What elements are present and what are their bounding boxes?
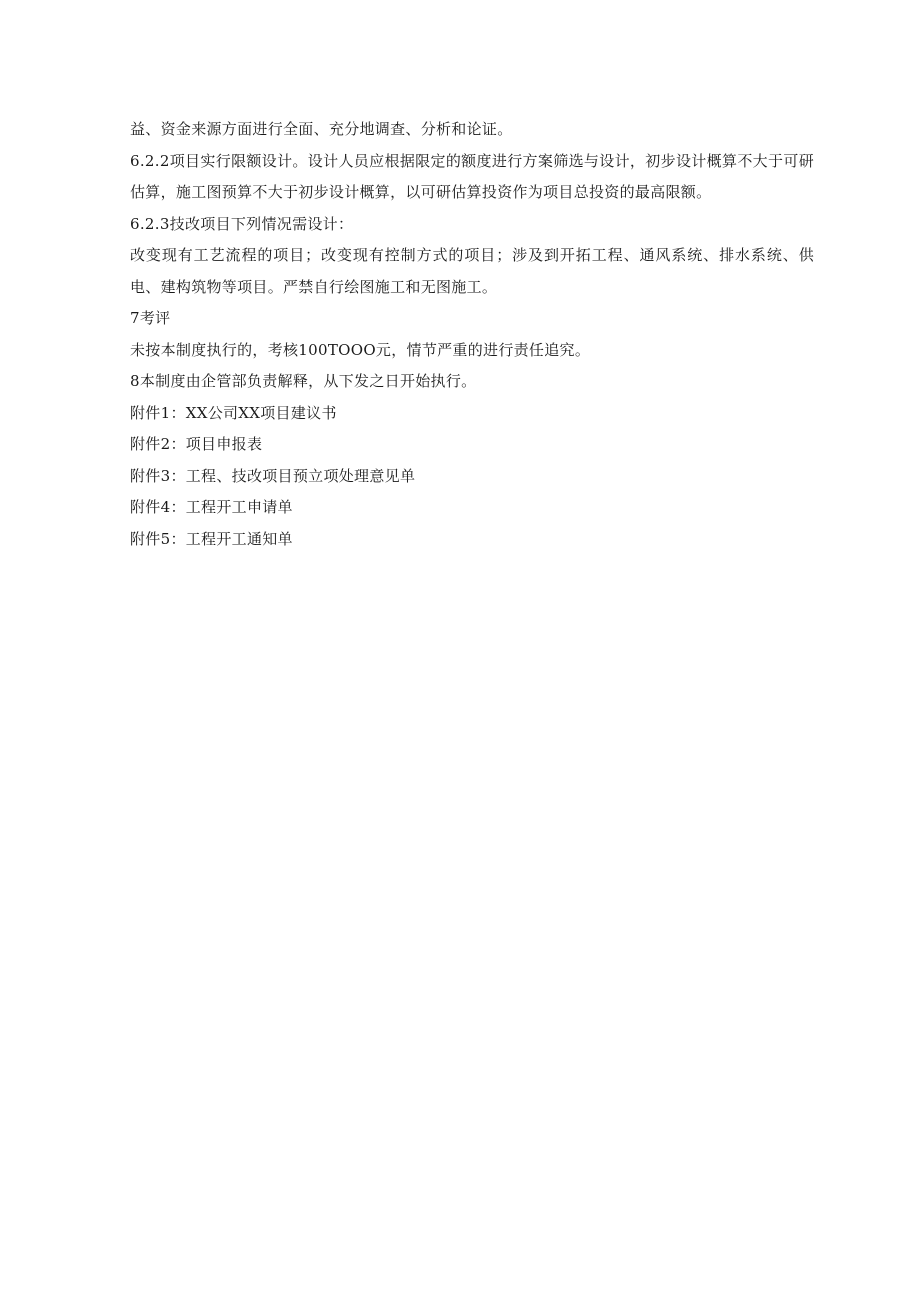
paragraph-evaluation: 未按本制度执行的，考核100TOOO元，情节严重的进行责任追究。 [130,340,591,359]
attachment-4: 附件4：工程开工申请单 [130,498,293,516]
section-heading-evaluation: 7考评 [130,309,171,327]
paragraph-design-required-heading: 6.2.3技改项目下列情况需设计： [130,214,354,233]
paragraph-limit-design: 6.2.2项目实行限额设计。设计人员应根据限定的额度进行方案筛选与设计，初步设计概算不大于可研估算，施工图预算不大于初步设计概算，以可研估算投资作为项目总投资的最高限额。 [130,151,814,201]
paragraph-design-required-cases: 改变现有工艺流程的项目；改变现有控制方式的项目；涉及到开拓工程、通风系统、排水系统、供电、建构筑物等项目。严禁自行绘图施工和无图施工。 [130,246,814,296]
paragraph-investigation: 益、资金来源方面进行全面、充分地调查、分析和论证。 [130,120,513,138]
attachment-3: 附件3：工程、技改项目预立项处理意见单 [130,466,416,485]
attachment-5: 附件5：工程开工通知单 [130,529,293,548]
attachment-2: 附件2：项目申报表 [130,435,263,453]
attachment-1: 附件1：XX公司XX项目建议书 [130,403,337,422]
document-body [130,114,814,555]
paragraph-interpretation: 8本制度由企管部负责解释，从下发之日开始执行。 [130,372,477,390]
